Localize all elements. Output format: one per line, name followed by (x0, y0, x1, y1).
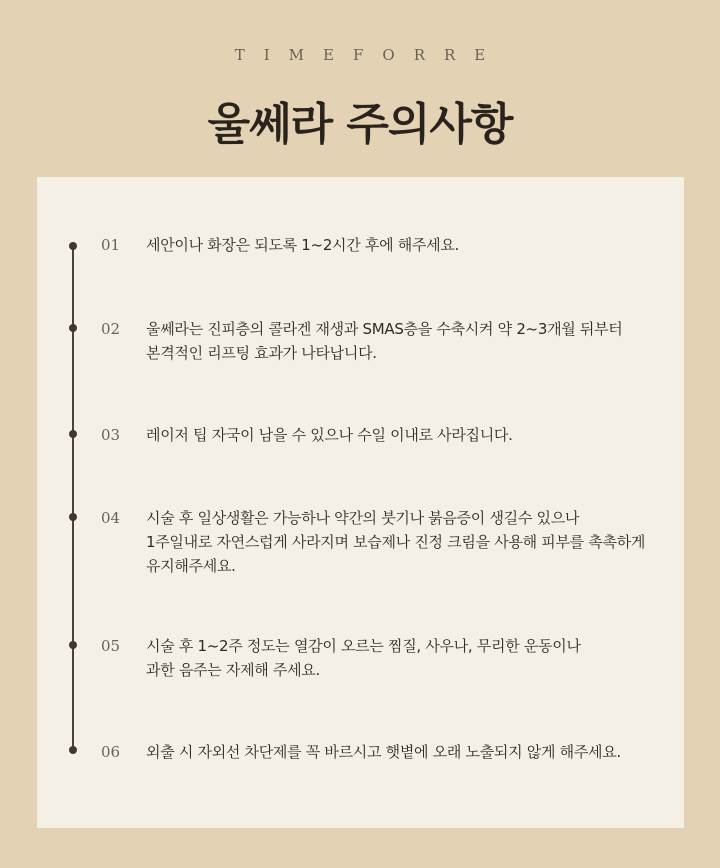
item-number: 01 (101, 236, 121, 254)
item-text: 외출 시 자외선 차단제를 꼭 바르시고 햇볕에 오래 노출되지 않게 해주세요. (146, 743, 621, 761)
timeline-dot (69, 513, 77, 521)
item-number: 05 (101, 637, 121, 655)
item-text: 울쎄라는 진피층의 콜라겐 재생과 SMAS층을 수축시켜 약 2~3개월 뒤부터 본격적인 리프팅 효과가 나타납니다. (146, 320, 623, 362)
timeline-line (72, 245, 74, 750)
timeline-dot (69, 324, 77, 332)
timeline-dot (69, 746, 77, 754)
item-number: 02 (101, 320, 121, 338)
item-number: 03 (101, 426, 121, 444)
item-text: 레이저 팁 자국이 남을 수 있으나 수일 이내로 사라집니다. (146, 426, 513, 444)
timeline-dot (69, 641, 77, 649)
page-title: 울쎄라 주의사항 (207, 99, 513, 150)
item-number: 06 (101, 743, 121, 761)
item-text: 세안이나 화장은 되도록 1~2시간 후에 해주세요. (146, 236, 459, 254)
item-number: 04 (101, 509, 121, 527)
brand-logo-text: TIMEFORRE (234, 46, 505, 64)
timeline-dot (69, 430, 77, 438)
item-text: 시술 후 1~2주 정도는 열감이 오르는 찜질, 사우나, 무리한 운동이나 과한 음주는 자제해 주세요. (146, 637, 581, 679)
item-text: 시술 후 일상생활은 가능하나 약간의 붓기나 붉음증이 생길수 있으나 1주일내로 자연스럽게 사라지며 보습제나 진정 크림을 사용해 피부를 촉촉하게 유지해주세요. (146, 509, 646, 575)
timeline-dot (69, 242, 77, 250)
notice-card (37, 177, 684, 828)
